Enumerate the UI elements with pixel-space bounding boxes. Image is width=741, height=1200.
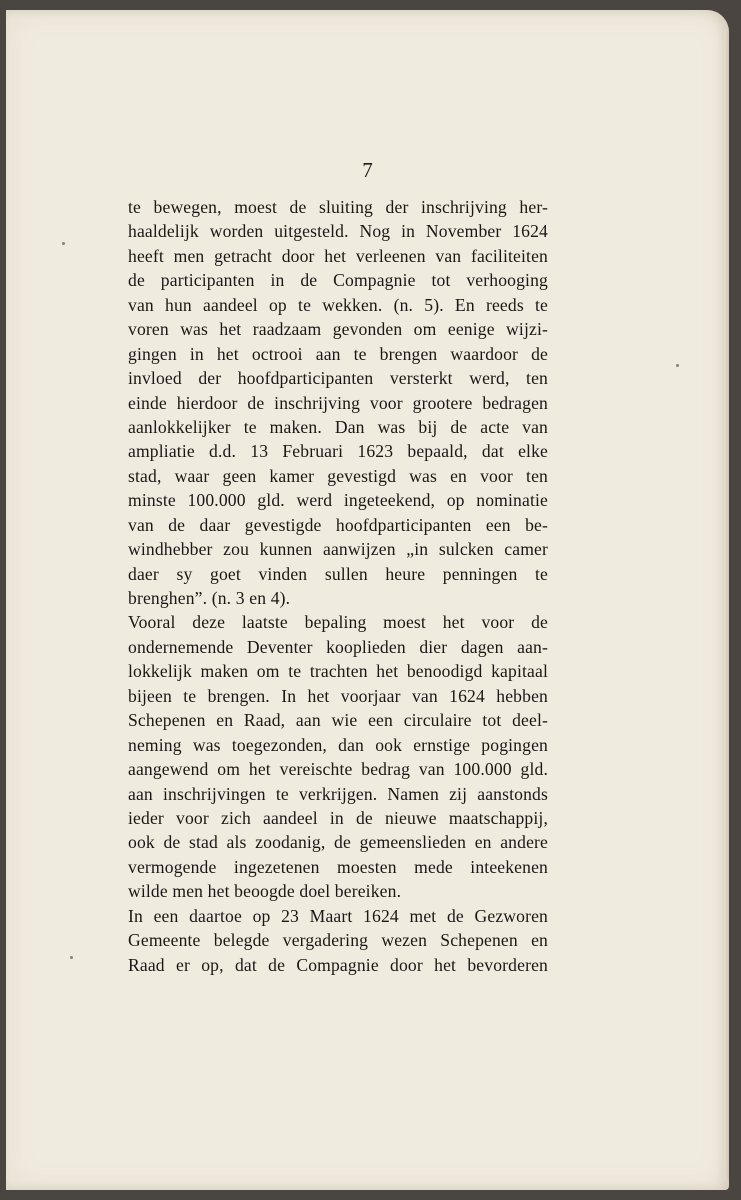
text-line: ook de stad als zoodanig, de gemeenslieden en andere [128,832,548,853]
body-text [128,195,548,977]
text-line: ondernemende Deventer kooplieden dier dagen aan- [128,636,548,657]
text-line: In een daartoe op 23 Maart 1624 met de Gezworen [128,905,548,926]
paper-speck [70,956,73,959]
text-line: ieder voor zich aandeel in de nieuwe maatschappij, [128,807,548,828]
text-line: brenghen”. (n. 3 en 4). [128,588,291,608]
book-page [6,10,729,1190]
text-line: stad, waar geen kamer gevestigd was en voor ten [128,465,548,486]
text-line: aangewend om het vereischte bedrag van 100.000 gld. [128,759,548,780]
text-line: haaldelijk worden uitgesteld. Nog in November 1624 [128,221,548,242]
text-line: Vooral deze laatste bepaling moest het voor de [128,612,548,633]
text-line: minste 100.000 gld. werd ingeteekend, op nominatie [128,490,548,511]
text-line: heeft men getracht door het verleenen van faciliteiten [128,245,548,266]
text-line: invloed der hoofdparticipanten versterkt werd, ten [128,368,548,389]
text-line: windhebber zou kunnen aanwijzen „in sulcken camer [128,539,548,560]
text-line: daer sy goet vinden sullen heure penningen te [128,563,548,584]
page-number: 7 [362,158,373,182]
text-line: neming was toegezonden, dan ook ernstige pogingen [128,734,548,755]
text-line: gingen in het octrooi aan te brengen waardoor de [128,343,548,364]
text-line: Raad er op, dat de Compagnie door het bevorderen [128,954,548,975]
text-line: Schepenen en Raad, aan wie een circulaire tot deel- [128,710,548,731]
text-line: aan inschrijvingen te verkrijgen. Namen zij aanstonds [128,783,548,804]
text-line: van de daar gevestigde hoofdparticipanten een be- [128,514,548,535]
text-line: Gemeente belegde vergadering wezen Schepenen en [128,930,548,951]
text-line: bijeen te brengen. In het voorjaar van 1624 hebben [128,685,548,706]
text-line: voren was het raadzaam gevonden om eenige wijzi- [128,319,548,340]
text-line: lokkelijk maken om te trachten het benoodigd kapitaal [128,661,548,682]
text-line: vermogende ingezetenen moesten mede inteekenen [128,856,548,877]
text-line: te bewegen, moest de sluiting der inschrijving her- [128,197,548,217]
text-line: de participanten in de Compagnie tot verhooging [128,270,548,291]
text-line: van hun aandeel op te wekken. (n. 5). En reeds te [128,294,548,315]
paper-speck [676,364,679,367]
page-edge [724,30,729,1180]
text-line: einde hierdoor de inschrijving voor grootere bedragen [128,392,548,413]
text-line: wilde men het beoogde doel bereiken. [128,881,402,902]
paper-speck [62,242,65,245]
text-line: aanlokkelijker te maken. Dan was bij de acte van [128,416,548,437]
text-line: ampliatie d.d. 13 Februari 1623 bepaald, dat elke [128,441,548,462]
